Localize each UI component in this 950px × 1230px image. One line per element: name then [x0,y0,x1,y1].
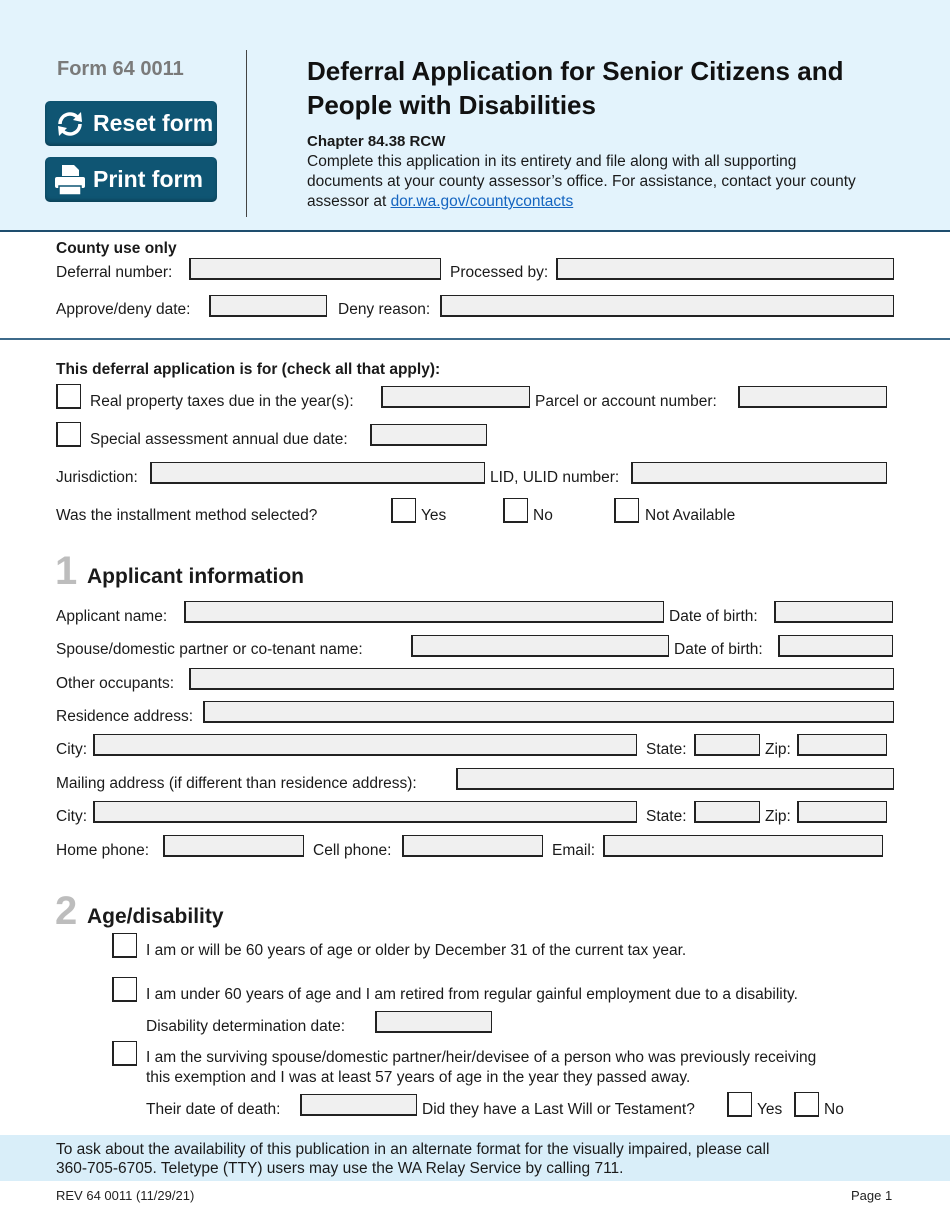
applicant-name-input[interactable] [184,601,664,623]
installment-question: Was the installment method selected? [56,507,318,524]
lid-ulid-input[interactable] [631,462,887,484]
disability-date-input[interactable] [375,1011,492,1033]
special-assessment-checkbox[interactable] [56,422,81,447]
county-section-divider [0,338,950,340]
zip-label: Zip: [765,741,791,758]
surviving-spouse-label-line1: I am the surviving spouse/domestic partner/heir/devisee of a person who was previously receiving [146,1049,817,1066]
mailing-address-label: Mailing address (if different than residence address): [56,775,417,792]
death-date-input[interactable] [300,1094,417,1116]
mailing-state-input[interactable] [694,801,760,823]
age-60-label: I am or will be 60 years of age or older by December 31 of the current tax year. [146,942,687,959]
accessibility-notice [56,1140,916,1178]
other-occupants-label: Other occupants: [56,675,175,692]
spouse-name-label: Spouse/domestic partner or co-tenant name: [56,641,363,658]
section-1-title: Applicant information [87,565,304,588]
parcel-number-input[interactable] [738,386,887,408]
section-1-number: 1 [55,549,78,593]
printer-icon [51,161,89,199]
parcel-label: Parcel or account number: [535,393,717,410]
spouse-name-input[interactable] [411,635,669,657]
jurisdiction-input[interactable] [150,462,485,484]
deferral-number-label: Deferral number: [56,264,173,281]
installment-not-available-checkbox[interactable] [614,498,639,523]
page-number: Page 1 [851,1188,893,1203]
disability-label: I am under 60 years of age and I am retired from regular gainful employment due to a disability. [146,986,798,1003]
installment-not-available-label: Not Available [645,507,736,524]
email-input[interactable] [603,835,883,857]
disability-checkbox[interactable] [112,977,137,1002]
residence-address-label: Residence address: [56,708,193,725]
will-question: Did they have a Last Will or Testament? [422,1101,695,1118]
page-title [307,54,907,122]
email-label: Email: [552,842,596,859]
reset-form-label: Reset form [93,110,214,136]
applicant-dob-input[interactable] [774,601,893,623]
city-label: City: [56,741,87,758]
approve-deny-date-input[interactable] [209,295,327,317]
intro-body: Complete this application in its entirety and file along with all supporting documents at your county assessor’s office. For assistance, contact your county assessor at [307,153,856,210]
title-line-1: Deferral Application for Senior Citizens and [307,56,844,86]
deny-reason-label: Deny reason: [338,301,431,318]
accessibility-line-1: To ask about the availability of this publication in an alternate format for the visually impaired, please call [56,1141,770,1158]
refresh-icon [51,105,89,143]
will-yes-checkbox[interactable] [727,1092,752,1117]
title-line-2: People with Disabilities [307,90,596,120]
applicant-name-label: Applicant name: [56,608,168,625]
approve-deny-date-label: Approve/deny date: [56,301,191,318]
spouse-dob-label: Date of birth: [674,641,763,658]
mailing-address-input[interactable] [456,768,894,790]
real-property-checkbox[interactable] [56,384,81,409]
will-no-checkbox[interactable] [794,1092,819,1117]
surviving-spouse-label-line2: this exemption and I was at least 57 years of age in the year they passed away. [146,1069,691,1086]
other-occupants-input[interactable] [189,668,894,690]
deferral-number-input[interactable] [189,258,441,280]
mailing-zip-input[interactable] [797,801,887,823]
special-assessment-date-input[interactable] [370,424,487,446]
header-divider [246,50,247,217]
mailing-city-input[interactable] [93,801,637,823]
applicant-dob-label: Date of birth: [669,608,758,625]
disability-date-label: Disability determination date: [146,1018,346,1035]
section-2-number: 2 [55,889,78,933]
chapter-reference: Chapter 84.38 RCW [307,133,446,150]
section-2-title: Age/disability [87,905,224,928]
county-use-heading: County use only [56,240,177,257]
surviving-spouse-checkbox[interactable] [112,1041,137,1066]
installment-yes-checkbox[interactable] [391,498,416,523]
real-property-label: Real property taxes due in the year(s): [90,393,354,410]
accessibility-line-2: 360-705-6705. Teletype (TTY) users may use the WA Relay Service by calling 711. [56,1160,624,1177]
jurisdiction-label: Jurisdiction: [56,469,138,486]
form-number: Form 64 0011 [57,58,184,80]
mailing-state-label: State: [646,808,687,825]
installment-no-checkbox[interactable] [503,498,528,523]
cell-phone-input[interactable] [402,835,543,857]
intro-text [307,152,867,212]
reset-form-button[interactable] [45,101,217,146]
zip-input[interactable] [797,734,887,756]
cell-phone-label: Cell phone: [313,842,392,859]
lid-ulid-label: LID, ULID number: [490,469,620,486]
application-for-heading: This deferral application is for (check all that apply): [56,361,441,378]
county-contacts-link[interactable]: dor.wa.gov/countycontacts [390,193,574,210]
revision-number: REV 64 0011 (11/29/21) [56,1188,195,1203]
death-date-label: Their date of death: [146,1101,281,1118]
state-input[interactable] [694,734,760,756]
state-label: State: [646,741,687,758]
residence-address-input[interactable] [203,701,894,723]
installment-no-label: No [533,507,553,524]
print-form-label: Print form [93,166,203,192]
real-property-years-input[interactable] [381,386,530,408]
installment-yes-label: Yes [421,507,447,524]
home-phone-input[interactable] [163,835,304,857]
will-no-label: No [824,1101,844,1118]
processed-by-label: Processed by: [450,264,549,281]
city-input[interactable] [93,734,637,756]
processed-by-input[interactable] [556,258,894,280]
will-yes-label: Yes [757,1101,783,1118]
deny-reason-input[interactable] [440,295,894,317]
mailing-zip-label: Zip: [765,808,791,825]
spouse-dob-input[interactable] [778,635,893,657]
print-form-button[interactable] [45,157,217,202]
mailing-city-label: City: [56,808,87,825]
age-60-checkbox[interactable] [112,933,137,958]
home-phone-label: Home phone: [56,842,150,859]
special-assessment-label: Special assessment annual due date: [90,431,348,448]
